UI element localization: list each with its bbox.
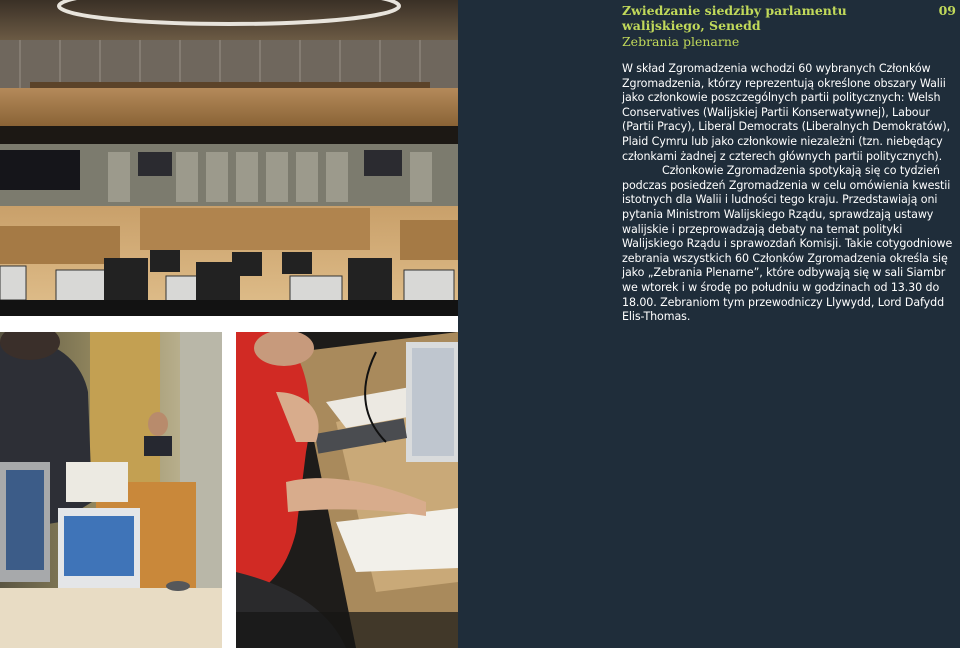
assembly-member-photo xyxy=(0,332,222,648)
member-at-desk-photo xyxy=(236,332,458,648)
paragraph-assembly-members: W skład Zgromadzenia wchodzi 60 wybranych Członków Zgromadzenia, którzy reprezentują określone obszary Walii jako członkowie poszczególnych partii politycznych: Welsh Conservatives (Walijskiej Partii Konserwatywnej), Labour (Partii Pracy), Liberal Democrats (Liberalnych Demokratów), Plaid Cymru lub jako członkowie niezależni (tzn. niebędący członkami żadnej z czterech głównych partii politycznych). xyxy=(622,62,951,163)
page-title: Zwiedzanie siedziby parlamentu walijskiego, Senedd xyxy=(622,3,847,33)
senedd-chamber-photo xyxy=(0,0,458,316)
article-body xyxy=(622,62,956,325)
page-number: 09 xyxy=(938,3,956,18)
page-subtitle: Zebrania plenarne xyxy=(622,34,740,49)
paragraph-plenary-meetings: Członkowie Zgromadzenia spotykają się co tydzień podczas posiedzeń Zgromadzenia w celu omówienia kwestii istotnych dla Walii i ludności tego kraju. Przedstawiają oni pytania Ministrom Walijskiego Rządu, sprawdzają ustawy walijskie i przeprowadzają debaty na temat polityki Walijskiego Rządu i sprawozdań Komisji. Takie cotygodniowe zebrania wszystkich 60 Członków Zgromadzenia określa się jako „Zebrania Plenarne”, które odbywają się w sali Siambr we wtorek i w środę po południu w godzinach od 13.30 do 18.00. Zebraniom tym przewodniczy Llywydd, Lord Dafydd Elis-Thomas. xyxy=(622,164,953,324)
photo-column xyxy=(0,0,458,648)
section-heading xyxy=(622,3,922,49)
text-panel xyxy=(458,0,960,648)
